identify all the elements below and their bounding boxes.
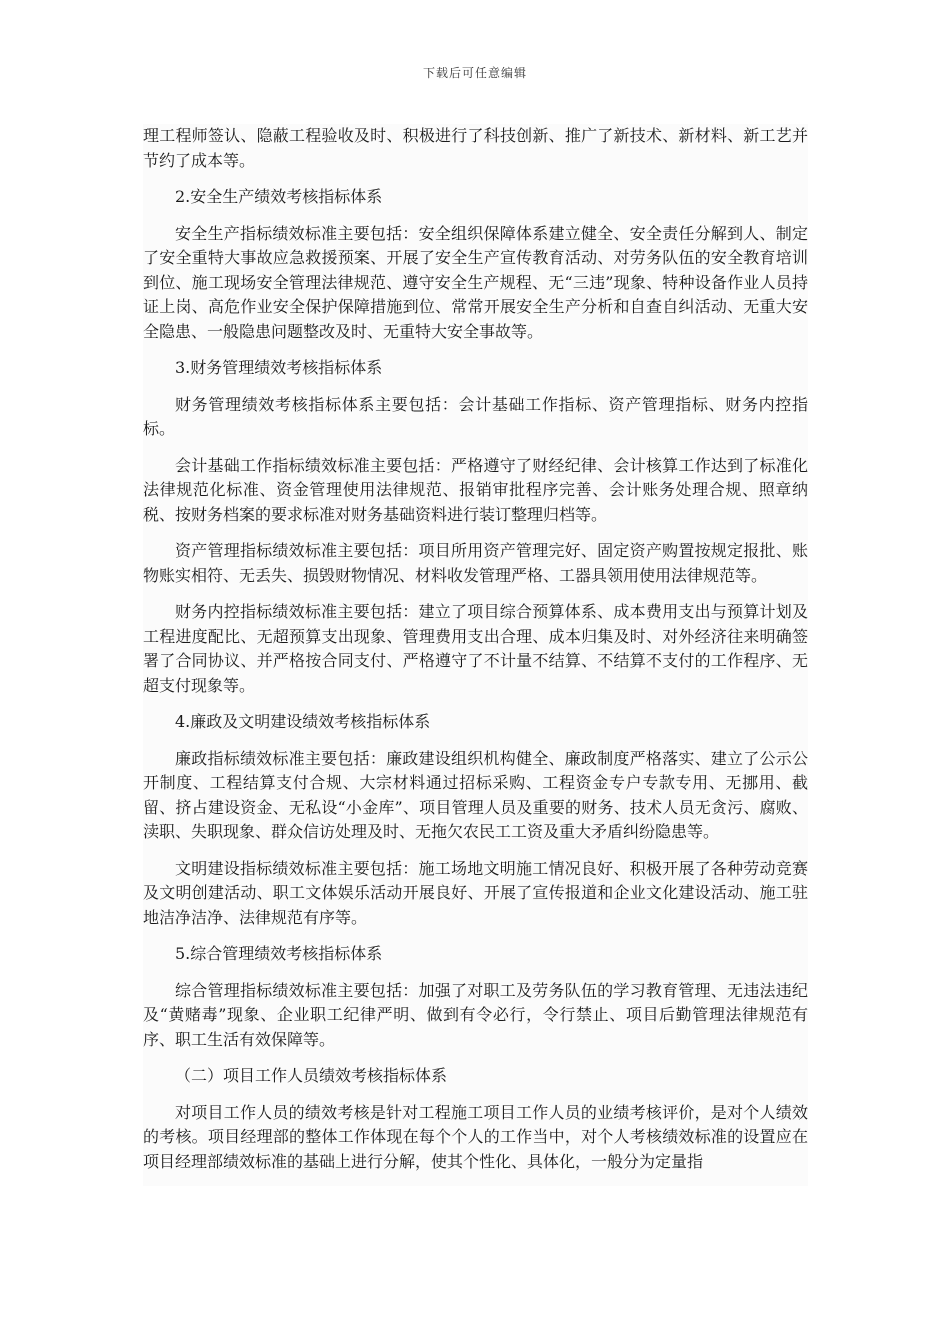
paragraph-asset: 资产管理指标绩效标准主要包括：项目所用资产管理完好、固定资产购置按规定报批、账物账实相符、无丢失、损毁财物情况、材料收发管理严格、工器具领用使用法律规范等。 (143, 541, 808, 585)
section-heading-safety: 2.安全生产绩效考核指标体系 (175, 187, 383, 206)
section-heading-integrity: 4.廉政及文明建设绩效考核指标体系 (175, 712, 431, 731)
paragraph-internal-control: 财务内控指标绩效标准主要包括：建立了项目综合预算体系、成本费用支出与预算计划及工程进度配比、无超预算支出现象、管理费用支出合理、成本归集及时、对外经济往来明确签署了合同协议、并严格按合同支付、严格遵守了不计量不结算、不结算不支付的工作程序、无超支付现象等。 (143, 602, 808, 695)
section-heading-general: 5.综合管理绩效考核指标体系 (175, 944, 383, 963)
section-heading-finance: 3.财务管理绩效考核指标体系 (175, 358, 383, 377)
paragraph-general: 综合管理指标绩效标准主要包括：加强了对职工及劳务队伍的学习教育管理、无违法违纪及“黄赌毒”现象、企业职工纪律严明、做到有令必行，令行禁止、项目后勤管理法律规范有序、职工生活有效保障等。 (143, 980, 808, 1049)
paragraph-safety: 安全生产指标绩效标准主要包括：安全组织保障体系建立健全、安全责任分解到人、制定了安全重特大事故应急救援预案、开展了安全生产宣传教育活动、对劳务队伍的安全教育培训到位、施工现场安全管理法律规范、遵守安全生产规程、无“三违”现象、特种设备作业人员持证上岗、高危作业安全保护保障措施到位、常常开展安全生产分析和自查自纠活动、无重大安全隐患、一般隐患问题整改及时、无重特大安全事故等。 (143, 223, 808, 341)
paragraph-finance-overview: 财务管理绩效考核指标体系主要包括：会计基础工作指标、资产管理指标、财务内控指标。 (143, 394, 808, 438)
document-body (143, 124, 808, 1186)
paragraph-civilization: 文明建设指标绩效标准主要包括：施工场地文明施工情况良好、积极开展了各种劳动竞赛及文明创建活动、职工文体娱乐活动开展良好、开展了宣传报道和企业文化建设活动、施工驻地洁净洁净、法律规范有序等。 (143, 858, 808, 927)
section-heading-staff: （二）项目工作人员绩效考核指标体系 (175, 1066, 448, 1085)
paragraph-staff: 对项目工作人员的绩效考核是针对工程施工项目工作人员的业绩考核评价，是对个人绩效的考核。项目经理部的整体工作体现在每个个人的工作当中，对个人考核绩效标准的设置应在项目经理部绩效标准的基础上进行分解，使其个性化、具体化，一般分为定量指 (143, 1102, 808, 1171)
paragraph-accounting: 会计基础工作指标绩效标准主要包括：严格遵守了财经纪律、会计核算工作达到了标准化法律规范化标准、资金管理使用法律规范、报销审批程序完善、会计账务处理合规、照章纳税、按财务档案的要求标准对财务基础资料进行装订整理归档等。 (143, 455, 808, 524)
page-header: 下载后可任意编辑 (422, 66, 527, 80)
paragraph-continuation: 理工程师签认、隐蔽工程验收及时、积极进行了科技创新、推广了新技术、新材料、新工艺并节约了成本等。 (143, 126, 808, 170)
paragraph-integrity: 廉政指标绩效标准主要包括：廉政建设组织机构健全、廉政制度严格落实、建立了公示公开制度、工程结算支付合规、大宗材料通过招标采购、工程资金专户专款专用、无挪用、截留、挤占建设资金、无私设“小金库”、项目管理人员及重要的财务、技术人员无贪污、腐败、渎职、失职现象、群众信访处理及时、无拖欠农民工工资及重大矛盾纠纷隐患等。 (143, 748, 808, 841)
